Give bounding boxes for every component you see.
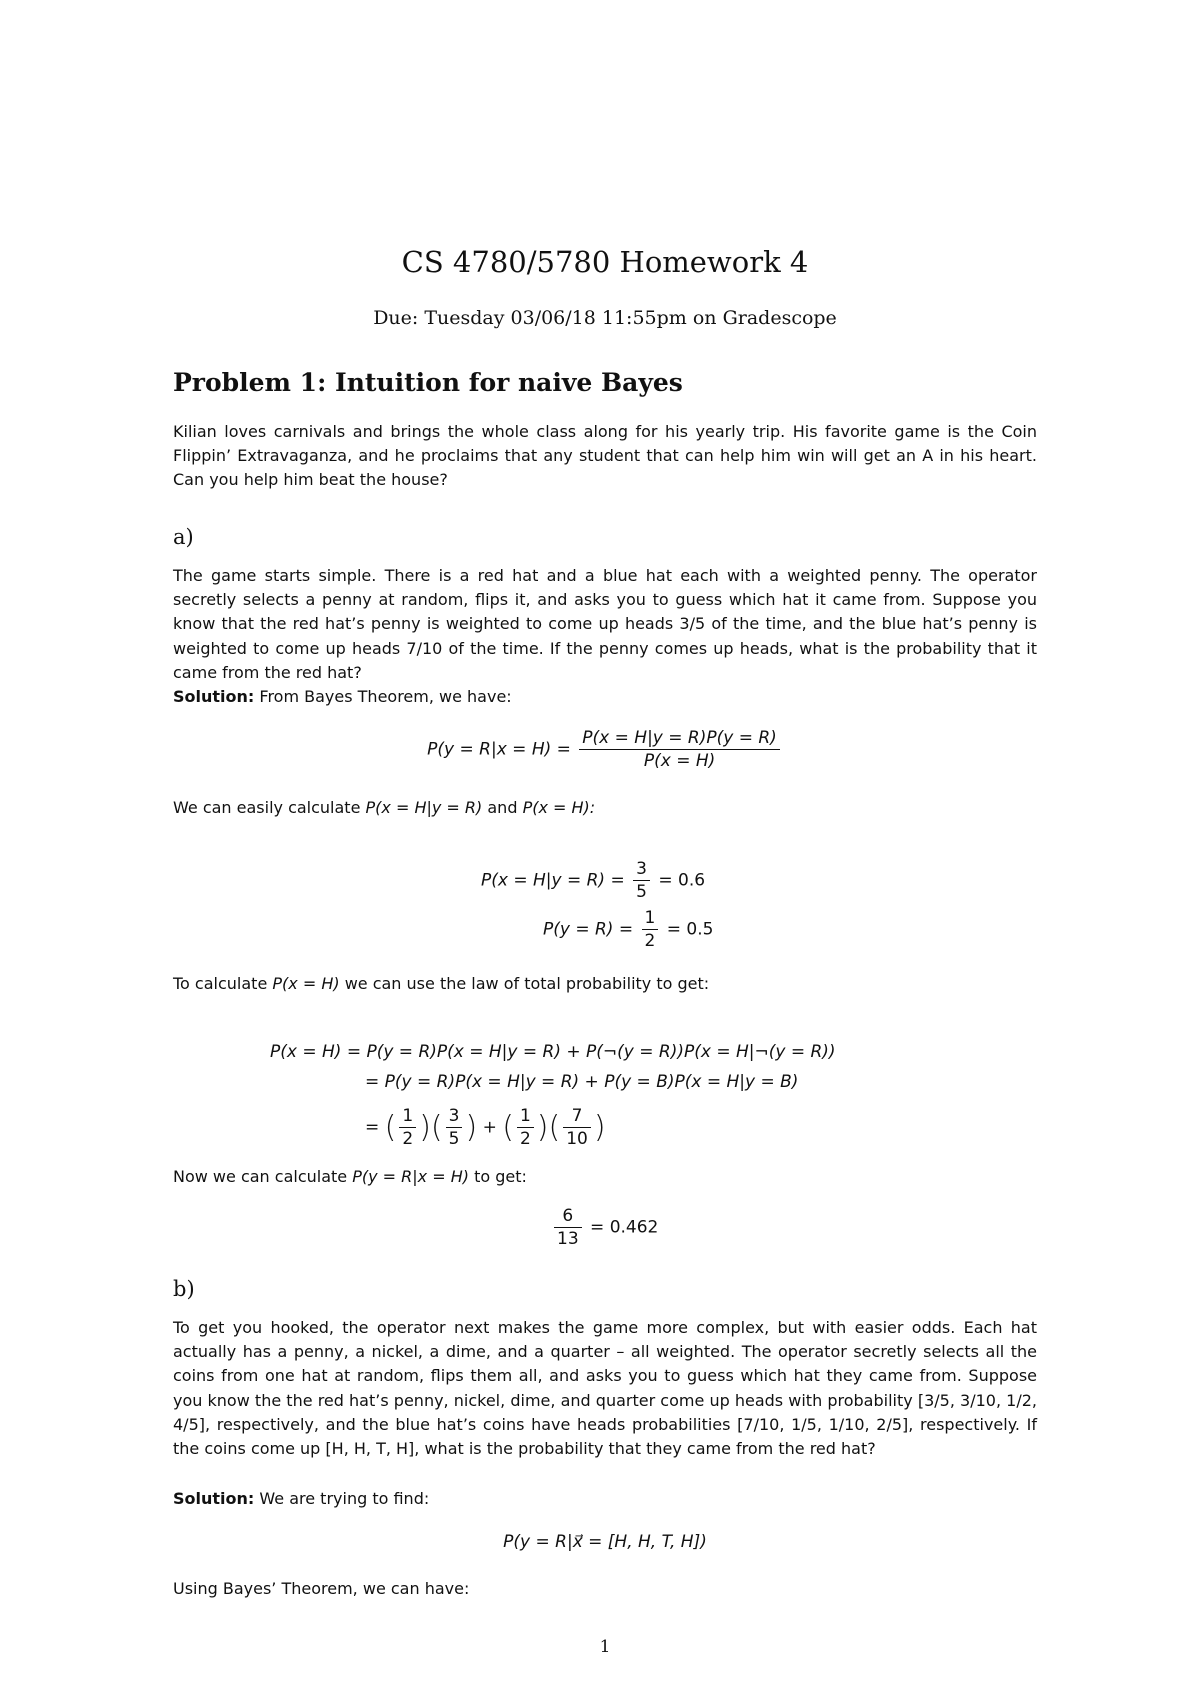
fraction-numerator: 1 <box>642 907 659 930</box>
total-probability-intro <box>173 972 1037 996</box>
part-a-solution-line <box>173 685 1037 709</box>
equation-total-line-1: P(x = H) = P(y = R)P(x = H|y = R) + P(¬(y = R))P(x = H|¬(y = R)) <box>270 1042 836 1062</box>
total-text: To calculate <box>173 974 268 993</box>
fraction-denominator: 2 <box>402 1129 414 1149</box>
fraction-denominator: 10 <box>566 1129 588 1149</box>
calc-text: We can easily calculate <box>173 798 361 817</box>
now-text-rest: to get: <box>474 1167 527 1186</box>
equation-likelihood-lhs: P(x = H|y = R) = <box>481 870 625 891</box>
equation-prior <box>543 907 713 952</box>
bayes-intro-line: Using Bayes’ Theorem, we can have: <box>173 1579 470 1598</box>
equation-total-line-3: = ( $\frac{1}{2}$ )( $\frac{3}{5}$ ) + ( $\frac{1}{2}$ )( $\frac{7}{10}$ ) <box>365 1106 606 1149</box>
page-title: CS 4780/5780 Homework 4 <box>401 245 809 279</box>
now-text: Now we can calculate <box>173 1167 348 1186</box>
part-a-question: The game starts simple. There is a red hat and a blue hat each with a weighted penny. The operator secretly selects a penny at random, flips it, and asks you to guess which hat it came from. Suppose you know that the red hat’s penny is weighted to come up heads 3/5 of the time, and the blue hat’s penny is weighted to come up heads 7/10 of the time. If the penny comes up heads, what is the probability that it came from the red hat? <box>173 566 1037 682</box>
page-number: 1 <box>599 1637 611 1657</box>
fraction-numerator: 7 <box>563 1105 591 1128</box>
equation-bayes <box>173 727 1037 772</box>
equation-final-fraction <box>554 1205 582 1250</box>
equation-bayes-fraction <box>579 727 780 772</box>
problem-1-heading: Problem 1: Intuition for naive Bayes <box>173 368 683 397</box>
equation-final-result: = 0.462 <box>590 1217 659 1238</box>
part-a-label: a) <box>173 525 194 549</box>
part-b-question: To get you hooked, the operator next makes the game more complex, but with easier odds. Each hat actually has a penny, a nickel, a dime, and a quarter – all weighted. The operator secretly selects all the coins from one hat at random, flips them all, and asks you to guess which hat they came from. Suppose you know the the red hat’s penny, nickel, dime, and quarter come up heads with probability [3/5, 3/10, 1/2, 4/5], respectively, and the blue hat’s coins have heads probabilities [7/10, 1/5, 1/10, 2/5], respectively. If the coins come up [H, H, T, H], what is the probability that they came from the red hat? <box>173 1318 1037 1459</box>
problem-1-intro: Kilian loves carnivals and brings the whole class along for his yearly trip. His favorite game is the Coin Flippin’ Extravaganza, and he proclaims that any student that can help him win will get an A in his heart. Can you help him beat the house? <box>173 422 1037 490</box>
solution-intro: We are trying to find: <box>259 1489 430 1508</box>
calc-and: and <box>487 798 518 817</box>
calc-expr-evidence: P(x = H): <box>522 798 596 817</box>
fraction-numerator: 3 <box>446 1105 463 1128</box>
calc-expr-likelihood: P(x = H|y = R) <box>365 798 483 817</box>
now-calc-line <box>173 1165 1037 1189</box>
calc-intro-line <box>173 796 1037 820</box>
equation-likelihood-fraction <box>633 858 650 903</box>
fraction-denominator: 5 <box>448 1129 460 1149</box>
equation-likelihood <box>481 858 705 903</box>
part-b-solution-line <box>173 1487 1037 1511</box>
solution-label: Solution: <box>173 1489 255 1508</box>
now-expr: P(y = R|x = H) <box>352 1167 469 1186</box>
total-text-rest: we can use the law of total probability to get: <box>344 974 710 993</box>
due-date: Due: Tuesday 03/06/18 11:55pm on Gradescope <box>373 307 837 329</box>
solution-intro: From Bayes Theorem, we have: <box>259 687 512 706</box>
equation-prior-result: = 0.5 <box>666 919 714 940</box>
fraction-denominator: 5 <box>636 882 647 902</box>
equation-target: P(y = R|x⃗ = [H, H, T, H]) <box>503 1532 707 1552</box>
equation-final <box>551 1205 658 1250</box>
solution-label: Solution: <box>173 687 255 706</box>
fraction-numerator: 6 <box>554 1205 582 1228</box>
fraction-denominator: 13 <box>557 1229 579 1249</box>
equation-bayes-lhs: P(y = R|x = H) = <box>427 739 571 760</box>
fraction-numerator: 1 <box>517 1105 534 1128</box>
fraction-denominator: 2 <box>519 1129 531 1149</box>
equation-likelihood-result: = 0.6 <box>658 870 706 891</box>
equation-prior-fraction <box>642 907 659 952</box>
fraction-denominator: P(x = H) <box>643 751 716 771</box>
part-b-label: b) <box>173 1277 195 1301</box>
equation-prior-lhs: P(y = R) = <box>543 919 634 940</box>
fraction-numerator: P(x = H|y = R)P(y = R) <box>579 727 780 750</box>
equation-total-line-2: = P(y = R)P(x = H|y = R) + P(y = B)P(x = H|y = B) <box>365 1072 799 1092</box>
total-expr: P(x = H) <box>272 974 340 993</box>
fraction-denominator: 2 <box>644 931 656 951</box>
fraction-numerator: 3 <box>633 858 650 881</box>
fraction-numerator: 1 <box>399 1105 416 1128</box>
